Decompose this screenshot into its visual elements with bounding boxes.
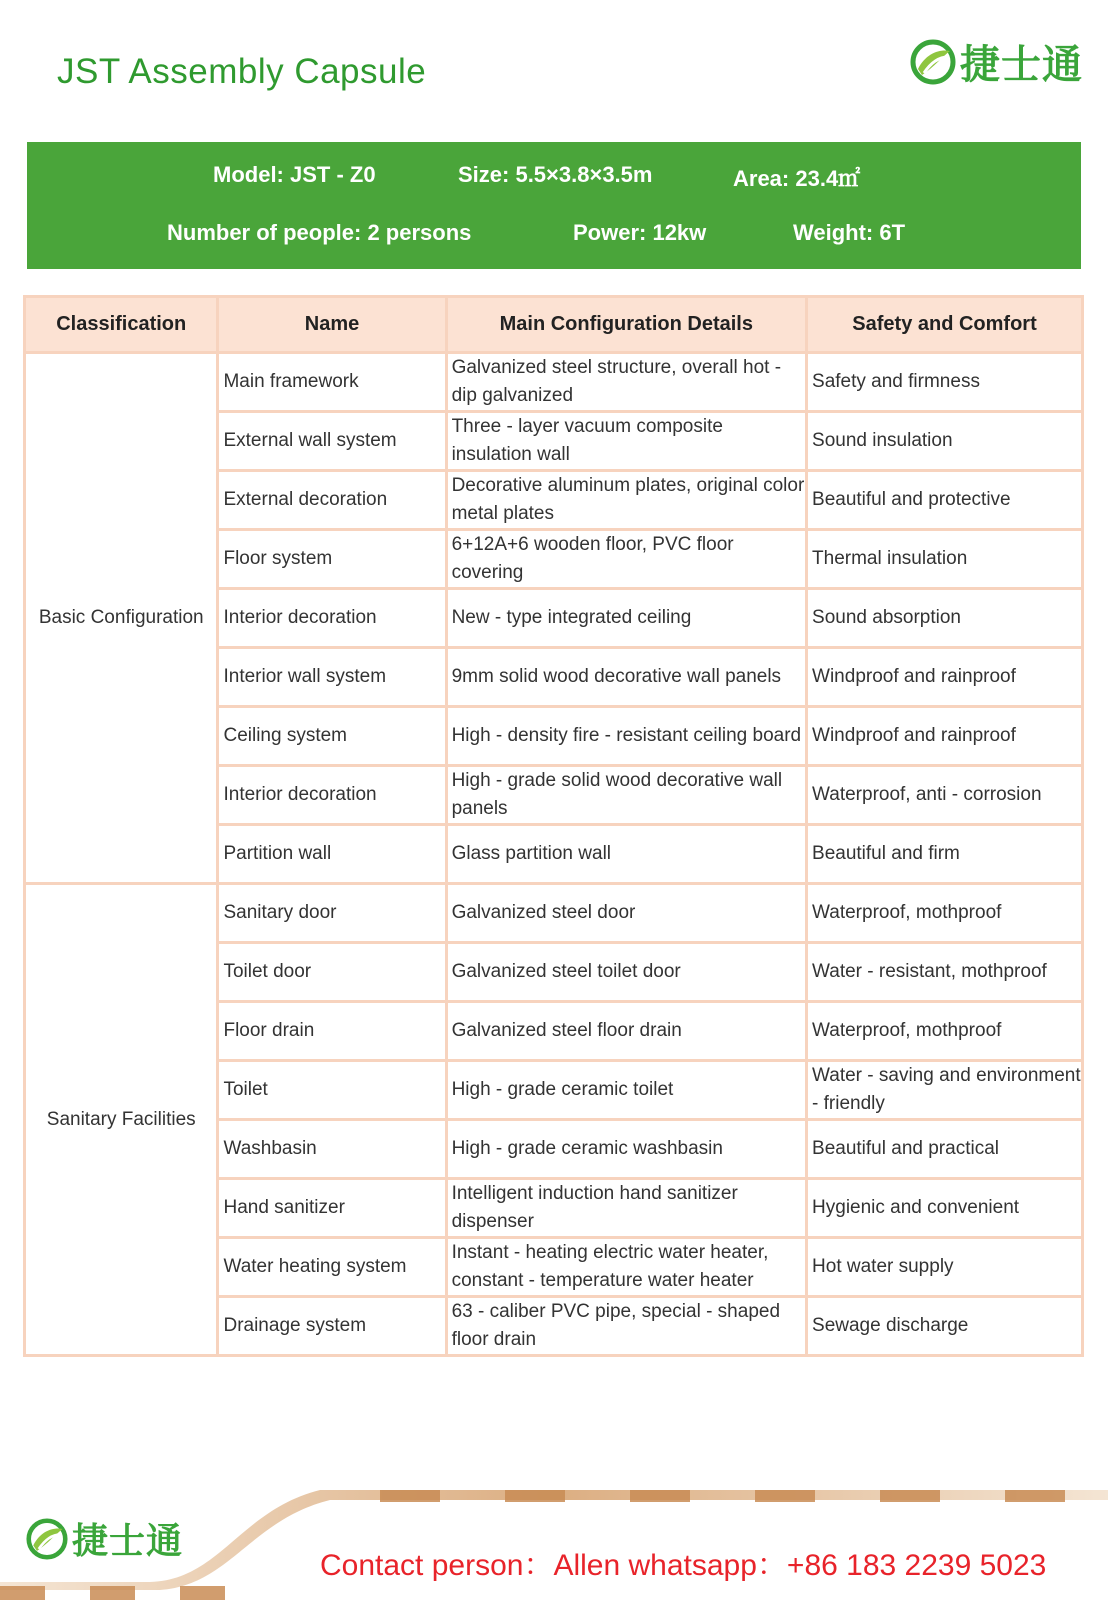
safety-cell: Waterproof, mothproof xyxy=(807,1002,1083,1061)
name-cell: Toilet door xyxy=(218,943,446,1002)
table-body xyxy=(25,353,1083,1356)
safety-cell: Sound insulation xyxy=(807,412,1083,471)
logo-leaf-icon xyxy=(26,1518,68,1560)
details-cell: Intelligent induction hand sanitizer dispenser xyxy=(446,1179,806,1238)
details-cell: 6+12A+6 wooden floor, PVC floor covering xyxy=(446,530,806,589)
safety-cell: Hygienic and convenient xyxy=(807,1179,1083,1238)
spec-people: Number of people: 2 persons xyxy=(167,220,472,245)
name-cell: Ceiling system xyxy=(218,707,446,766)
header-classification: Classification xyxy=(25,297,218,353)
details-cell: Decorative aluminum plates, original color metal plates xyxy=(446,471,806,530)
name-cell: Interior wall system xyxy=(218,648,446,707)
classification-cell: Basic Configuration xyxy=(25,353,218,884)
logo-leaf-icon xyxy=(910,39,956,85)
header-details: Main Configuration Details xyxy=(446,297,806,353)
name-cell: External decoration xyxy=(218,471,446,530)
name-cell: Toilet xyxy=(218,1061,446,1120)
name-cell: Main framework xyxy=(218,353,446,412)
page-title: JST Assembly Capsule xyxy=(57,52,427,91)
details-cell: 63 - caliber PVC pipe, special - shaped floor drain xyxy=(446,1297,806,1356)
name-cell: Partition wall xyxy=(218,825,446,884)
details-cell: Glass partition wall xyxy=(446,825,806,884)
header-safety: Safety and Comfort xyxy=(807,297,1083,353)
name-cell: Sanitary door xyxy=(218,884,446,943)
name-cell: Interior decoration xyxy=(218,766,446,825)
safety-cell: Windproof and rainproof xyxy=(807,648,1083,707)
safety-cell: Sewage discharge xyxy=(807,1297,1083,1356)
spec-weight: Weight: 6T xyxy=(793,220,906,245)
details-cell: Three - layer vacuum composite insulation wall xyxy=(446,412,806,471)
safety-cell: Beautiful and firm xyxy=(807,825,1083,884)
table-header-row xyxy=(25,297,1083,353)
details-cell: Galvanized steel floor drain xyxy=(446,1002,806,1061)
details-cell: Galvanized steel toilet door xyxy=(446,943,806,1002)
logo-text: 捷士通 xyxy=(960,42,1083,88)
details-cell: Galvanized steel door xyxy=(446,884,806,943)
configuration-table xyxy=(23,295,1084,1357)
name-cell: Drainage system xyxy=(218,1297,446,1356)
safety-cell: Safety and firmness xyxy=(807,353,1083,412)
contact-info: Contact person：Allen whatsapp：+86 183 2239 5023 xyxy=(320,1549,1047,1582)
table-row xyxy=(25,353,1083,412)
classification-cell: Sanitary Facilities xyxy=(25,884,218,1356)
name-cell: Water heating system xyxy=(218,1238,446,1297)
safety-cell: Sound absorption xyxy=(807,589,1083,648)
header-name: Name xyxy=(218,297,446,353)
safety-cell: Hot water supply xyxy=(807,1238,1083,1297)
details-cell: High - grade ceramic toilet xyxy=(446,1061,806,1120)
details-cell: High - density fire - resistant ceiling board xyxy=(446,707,806,766)
details-cell: New - type integrated ceiling xyxy=(446,589,806,648)
name-cell: Washbasin xyxy=(218,1120,446,1179)
safety-cell: Water - resistant, mothproof xyxy=(807,943,1083,1002)
name-cell: Floor system xyxy=(218,530,446,589)
details-cell: 9mm solid wood decorative wall panels xyxy=(446,648,806,707)
spec-size: Size: 5.5×3.8×3.5m xyxy=(458,162,653,187)
safety-cell: Beautiful and protective xyxy=(807,471,1083,530)
name-cell: Interior decoration xyxy=(218,589,446,648)
name-cell: Hand sanitizer xyxy=(218,1179,446,1238)
spec-area: Area: 23.4㎡ xyxy=(733,166,861,191)
details-cell: High - grade solid wood decorative wall panels xyxy=(446,766,806,825)
details-cell: Instant - heating electric water heater, constant - temperature water heater xyxy=(446,1238,806,1297)
name-cell: External wall system xyxy=(218,412,446,471)
details-cell: Galvanized steel structure, overall hot - dip galvanized xyxy=(446,353,806,412)
safety-cell: Water - saving and environment - friendly xyxy=(807,1061,1083,1120)
spec-power: Power: 12kw xyxy=(573,220,707,245)
details-cell: High - grade ceramic washbasin xyxy=(446,1120,806,1179)
table-row xyxy=(25,884,1083,943)
safety-cell: Waterproof, anti - corrosion xyxy=(807,766,1083,825)
spec-banner xyxy=(27,142,1081,269)
safety-cell: Waterproof, mothproof xyxy=(807,884,1083,943)
spec-model: Model: JST - Z0 xyxy=(213,162,376,187)
safety-cell: Beautiful and practical xyxy=(807,1120,1083,1179)
footer-logo xyxy=(26,1513,183,1564)
safety-cell: Windproof and rainproof xyxy=(807,707,1083,766)
brand-logo xyxy=(910,33,1083,90)
footer-logo-text: 捷士通 xyxy=(72,1521,184,1562)
name-cell: Floor drain xyxy=(218,1002,446,1061)
safety-cell: Thermal insulation xyxy=(807,530,1083,589)
